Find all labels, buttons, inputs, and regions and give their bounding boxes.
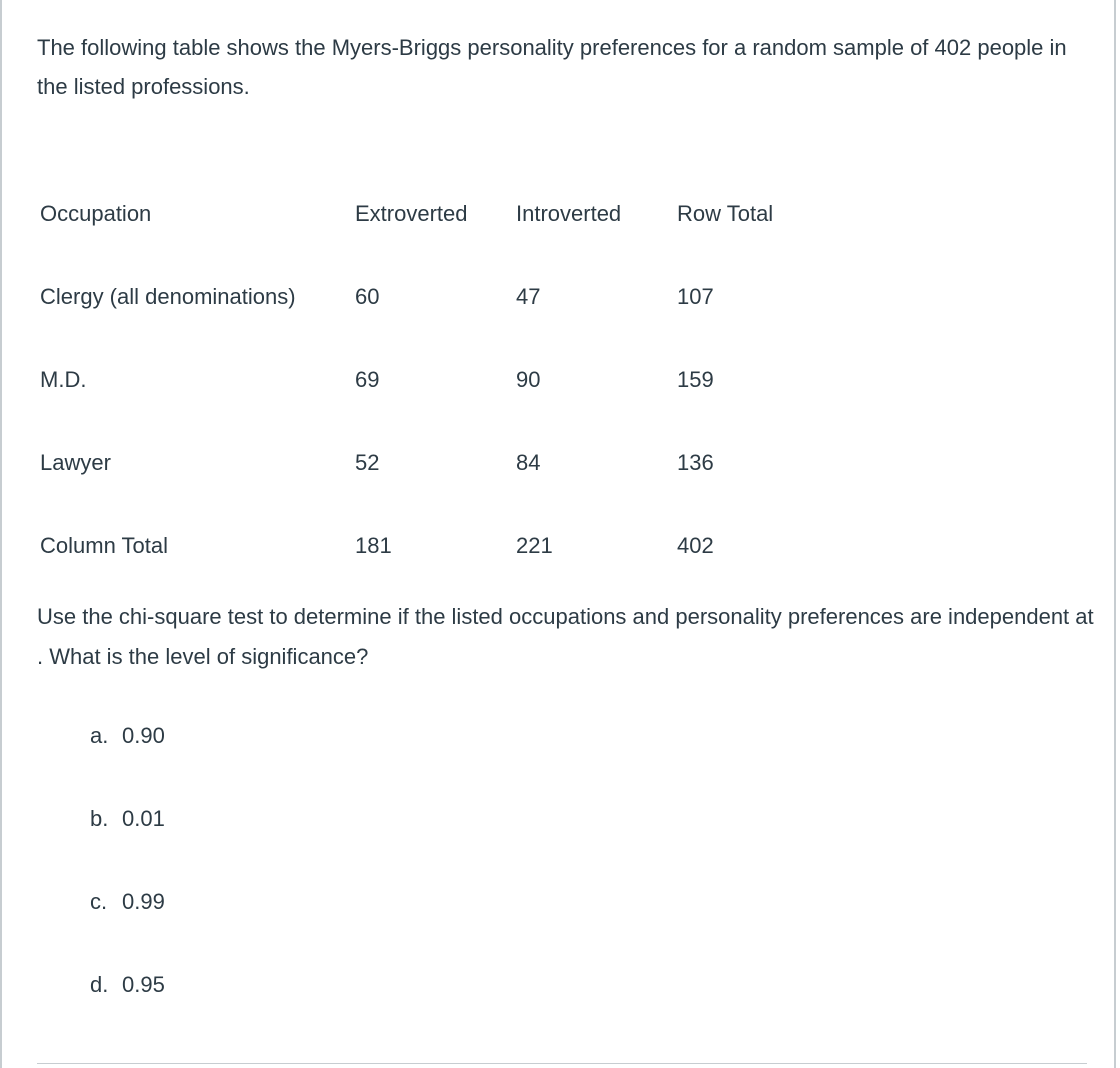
table-cell: 107 <box>677 283 714 309</box>
answer-letter: d. <box>90 972 109 997</box>
table-cell: 181 <box>355 532 392 558</box>
answer-text: 0.90 <box>122 723 165 748</box>
table-cell: Column Total <box>40 532 168 558</box>
table-cell: 221 <box>516 532 553 558</box>
table-cell: 90 <box>516 366 541 392</box>
table-cell: 47 <box>516 283 541 309</box>
answer-letter: c. <box>90 889 108 914</box>
contingency-table <box>40 172 827 587</box>
table-cell: 136 <box>677 449 714 475</box>
bottom-divider <box>37 1063 1087 1064</box>
table-cell: Lawyer <box>40 449 111 475</box>
table-cell: 60 <box>355 283 380 309</box>
answer-list <box>90 694 165 1026</box>
column-header-occupation: Occupation <box>40 200 152 226</box>
answer-letter: a. <box>90 723 109 748</box>
answer-option-a[interactable] <box>90 694 165 777</box>
table-cell: 159 <box>677 366 714 392</box>
answer-option-b[interactable] <box>90 777 165 860</box>
table-cell: 69 <box>355 366 380 392</box>
answer-letter: b. <box>90 806 109 831</box>
table-row <box>40 338 827 421</box>
table-row <box>40 421 827 504</box>
table-cell: 52 <box>355 449 380 475</box>
question-prompt: Use the chi-square test to determine if the listed occupations and personality preferences are independent at . What is the level of significance? <box>37 604 1094 669</box>
table-row <box>40 255 827 338</box>
answer-option-c[interactable] <box>90 860 165 943</box>
table-cell: 402 <box>677 532 714 558</box>
column-header-row-total: Row Total <box>677 200 774 226</box>
table-cell: 84 <box>516 449 541 475</box>
table-cell: Clergy (all denominations) <box>40 283 296 309</box>
answer-option-d[interactable] <box>90 943 165 1026</box>
table-cell: M.D. <box>40 366 87 392</box>
table-row-column-total <box>40 504 827 587</box>
answer-text: 0.01 <box>122 806 165 831</box>
table-header-row <box>40 172 827 255</box>
question-intro: The following table shows the Myers-Briggs personality preferences for a random sample of 402 people in the listed professions. <box>37 35 1067 99</box>
answer-text: 0.95 <box>122 972 165 997</box>
column-header-introverted: Introverted <box>516 200 622 226</box>
column-header-extroverted: Extroverted <box>355 200 468 226</box>
answer-text: 0.99 <box>122 889 165 914</box>
